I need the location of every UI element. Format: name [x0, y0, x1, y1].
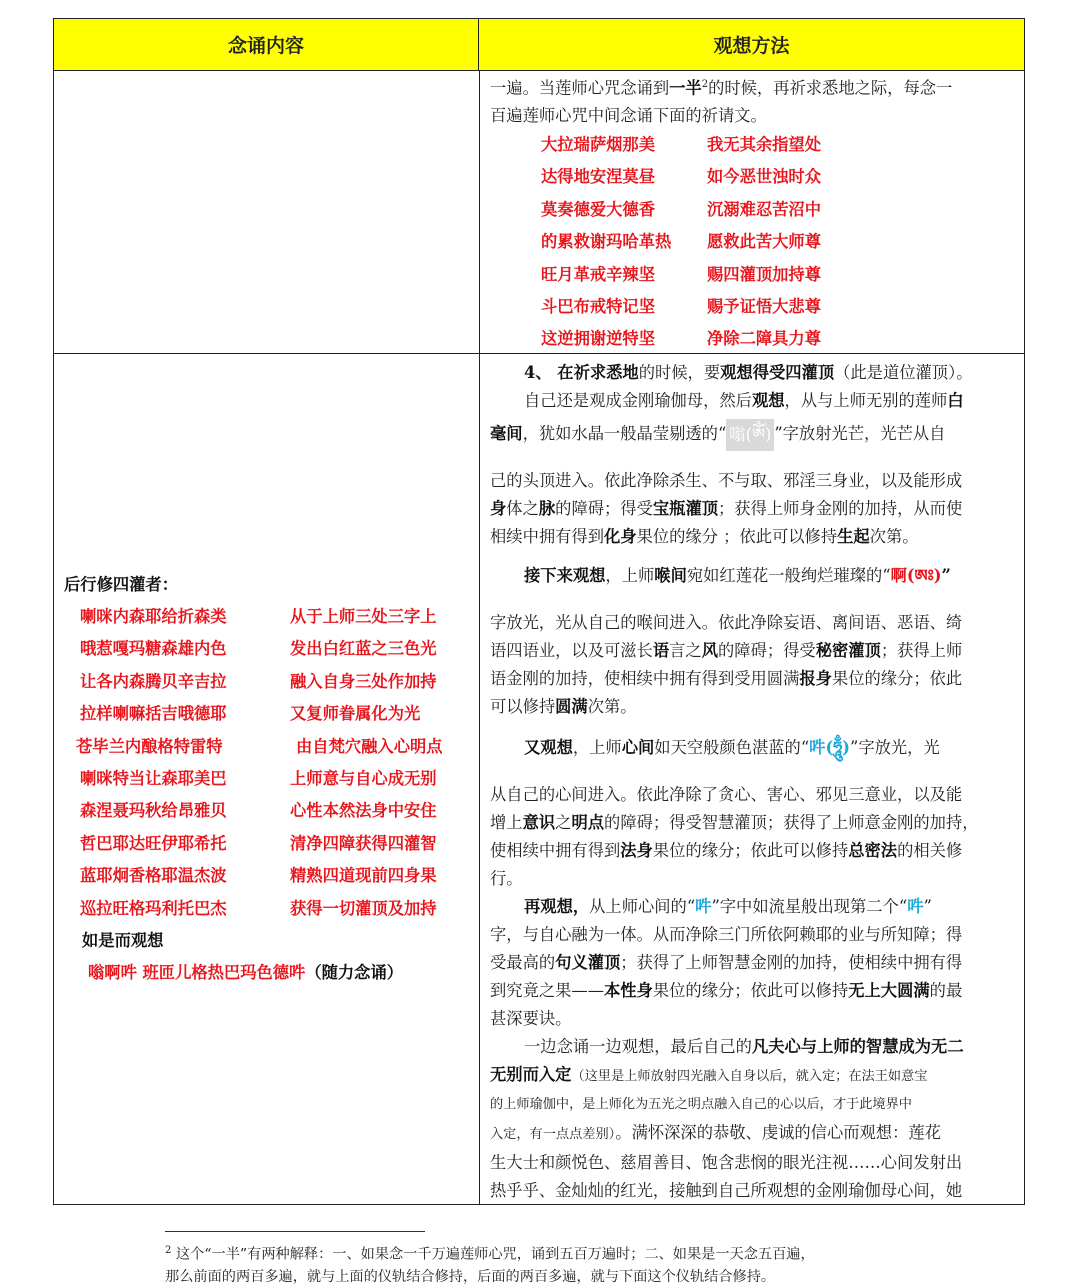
emphasis: 无别而入定	[490, 1065, 572, 1084]
verse-row	[64, 633, 474, 665]
verse-tibetan: 旺月革戒辛辣坚	[541, 264, 655, 284]
text: 之	[555, 813, 572, 832]
verse-chinese: 又复师眷属化为光	[290, 704, 421, 724]
text: 语金刚的加持，使相续中拥有得到受用圆满	[490, 669, 800, 688]
emphasis: 白	[947, 391, 964, 410]
row1-visualization-cell	[490, 71, 1020, 130]
text: ；获得了上师智慧金刚的加持，使相续中拥有得	[620, 953, 963, 972]
verse-chinese: 从于上师三处三字上	[290, 607, 437, 626]
verse-chinese: 愿救此苦大师尊	[707, 232, 821, 252]
text: 的障碍；得受	[555, 499, 653, 518]
p6-line4	[490, 1119, 1020, 1149]
note-text: （这里是上师放射四光融入自身以后，就入定；在法王如意宝	[571, 1069, 928, 1084]
verse-chinese: 心性本然法身中安住	[290, 801, 437, 821]
verse-chinese: 获得一切灌顶及加持	[290, 898, 437, 918]
emphasis: 报身	[799, 669, 832, 688]
emphasis: 心间	[621, 738, 655, 757]
text: 言之	[669, 641, 702, 660]
verse-tibetan: 拉样喇嘛括吉哦德耶	[80, 704, 227, 724]
text: ；获得上师	[880, 641, 963, 660]
p3-line1	[490, 559, 1020, 593]
emphasis: 意识	[522, 813, 556, 832]
verse-row	[64, 763, 474, 795]
text: ”字放光，光	[850, 738, 940, 757]
rushi-label: 如是而观想	[82, 930, 164, 950]
prayer-verse	[541, 129, 821, 356]
verse-tibetan: 哲巴耶达旺伊耶希托	[80, 833, 227, 853]
verse-row	[64, 698, 474, 730]
emphasis: 4、 在	[524, 363, 574, 382]
emphasis: 本性身	[603, 981, 653, 1000]
verse-chinese: 我无其余指望处	[707, 135, 821, 154]
practice-table	[53, 18, 1025, 1205]
empowerment-verse	[64, 601, 474, 925]
verse-chinese: 精熟四道现前四身果	[290, 866, 437, 886]
verse-row	[64, 893, 474, 925]
p3-line5	[490, 693, 1020, 721]
verse-tibetan: 喇咪特当让森耶美巴	[80, 768, 227, 788]
column-divider	[479, 71, 480, 1204]
text: 自己还是观成金刚瑜伽母，然后	[524, 391, 752, 410]
verse-tibetan: 让各内森腾贝辛吉拉	[80, 671, 227, 691]
text: 果位的缘分 ；依此可以修持	[636, 527, 838, 546]
emphasis: 明点	[571, 813, 605, 832]
mantra-note: （随力念诵）	[305, 962, 404, 982]
verse-chinese: 沉溺难忍苦沼中	[707, 199, 821, 219]
text: ，上师	[572, 738, 622, 757]
emphasis: 无上大圆满	[848, 981, 930, 1000]
verse-row	[541, 161, 821, 193]
emphasis: 又观想	[524, 738, 573, 757]
footnote-line2: 那么前面的两百多遍，就与上面的仪轨结合修持，后面的两百多遍，就与下面这个仪轨结合修持。	[165, 1268, 776, 1285]
mantra-line	[64, 957, 474, 989]
p5-line4	[490, 977, 1020, 1005]
text: ，上师	[605, 566, 655, 585]
text: 受最高的	[490, 953, 556, 972]
emphasis: 秘密灌顶	[815, 641, 881, 660]
text: 语四语业，以及可滋长	[490, 641, 653, 660]
text: 增上	[490, 813, 523, 832]
text: ；获得上师身金刚的加持，从而使	[718, 499, 963, 518]
verse-tibetan: 巡拉旺格玛利托巴杰	[80, 898, 227, 918]
verse-row	[64, 795, 474, 827]
row1-intro-line2: 百遍莲师心咒中间念诵下面的祈请文。	[490, 106, 767, 126]
verse-tibetan: 哦惹嘎玛糖森雄内色	[80, 639, 227, 659]
text: 。满怀深深的恭敬、虔诚的信心而观想：莲花	[615, 1123, 941, 1142]
row1-intro-line1	[490, 71, 1020, 102]
text: ”	[941, 566, 951, 585]
verse-tibetan: 这逆拥谢逆特坚	[541, 329, 655, 349]
p3-line2: 字放光，光从自己的喉间进入。依此净除妄语、离间语、恶语、绮	[490, 613, 963, 632]
verse-tibetan: 的累救谢玛哈革热	[541, 232, 672, 252]
p5-line1	[490, 893, 1020, 921]
ah-syllable-icon: 啊(ཨཿ)	[890, 566, 942, 585]
emphasis: 再观想，	[524, 897, 590, 916]
text: ，从与上师无别的莲师	[784, 391, 948, 410]
emphasis: 总密法	[848, 841, 898, 860]
p5-line2: 字，与自心融为一体。从而净除三门所依阿赖耶的业与所知障；得	[490, 925, 963, 944]
verse-row	[541, 323, 821, 355]
text: 使相续中拥有得到	[490, 841, 621, 860]
p4-line3	[490, 809, 1020, 837]
header-recitation: 念诵内容	[54, 19, 479, 71]
verse-row	[64, 601, 474, 633]
verse-chinese: 上师意与自心成无别	[290, 768, 437, 788]
p3-line4	[490, 665, 1020, 693]
emphasis: 观想得受四灌顶	[720, 363, 835, 382]
text: 次第。	[869, 527, 919, 546]
p2-line2	[490, 415, 1020, 453]
verse-tibetan: 喇咪内森耶给折森类	[80, 607, 227, 626]
verse-row	[64, 666, 474, 698]
text: ”字中如流星般出现第二个“	[711, 897, 908, 916]
text: （此是道位灌顶）。	[834, 363, 973, 382]
p2-line1	[490, 387, 1020, 415]
text: 这个“一半”有两种解释：一、如果念一千万遍莲师心咒，诵到五百万遍时；二、如果是一天念五百遍，	[171, 1246, 815, 1263]
row2-visualization-cell	[490, 359, 1020, 1205]
verse-tibetan: 达得地安涅莫昼	[541, 167, 655, 187]
emphasis: 风	[701, 641, 718, 660]
p4-line4	[490, 837, 1020, 865]
verse-chinese: 赐予证悟大悲尊	[707, 296, 821, 316]
verse-chinese: 由自梵穴融入心明点	[296, 736, 443, 756]
text: 的相关修	[897, 841, 963, 860]
emphasis: 法身	[620, 841, 653, 860]
text: 的时候，要	[638, 363, 721, 382]
p4-line5: 行。	[490, 869, 523, 888]
text: 的时候，再祈求悉地之际，每念一	[708, 78, 953, 98]
note-text: 入定，有一点点差别）	[490, 1127, 616, 1142]
p1-line	[490, 359, 1020, 387]
footnote-ref: 2	[701, 79, 709, 90]
emphasis: 凡夫心与上师的智慧成为无二	[751, 1037, 964, 1056]
emphasis: 祈求悉地	[573, 363, 639, 382]
emphasis: 宝瓶灌顶	[652, 499, 719, 518]
text: 的最	[929, 981, 963, 1000]
verse-chinese: 净除二障具力尊	[707, 329, 821, 349]
emphasis: 语	[652, 641, 670, 660]
p6-line5: 生大士和颜悦色、慈眉善目、饱含悲悯的眼光注视……心间发射出	[490, 1153, 963, 1172]
verse-chinese: 清净四障获得四灌智	[290, 833, 437, 853]
text: 如天空般颜色湛蓝的“	[654, 738, 810, 757]
text: 果位的缘分；依此可以修持	[652, 981, 849, 1000]
text: 的障碍；得受	[718, 641, 816, 660]
emphasis: 化身	[603, 527, 637, 546]
emphasis: 脉	[538, 499, 556, 518]
text: 果位的缘分；依此可以修持	[652, 841, 849, 860]
text: 体之	[506, 499, 539, 518]
verse-tibetan: 蓝耶炯香格耶温杰波	[80, 866, 227, 886]
emphasis: 身	[490, 499, 507, 518]
text: 到究竟之果——	[490, 981, 604, 1000]
emphasis: 接下来观想	[524, 566, 606, 585]
p5-line3	[490, 949, 1020, 977]
p4-line1	[490, 731, 1020, 765]
verse-chinese: 赐四灌顶加持尊	[707, 264, 821, 284]
text: ”字放射光芒，光芒从自	[774, 424, 946, 443]
p4-line2: 从自己的心间进入。依此净除了贪心、害心、邪见三意业，以及能	[490, 785, 963, 804]
text: 次第。	[587, 697, 637, 716]
section-heading: 后行修四灌者：	[64, 575, 178, 594]
text: 可以修持	[490, 697, 556, 716]
text: 从上师心间的“	[589, 897, 696, 916]
verse-row	[541, 226, 821, 258]
text: ，犹如水晶一般晶莹剔透的“	[522, 424, 727, 443]
p6-line1	[490, 1033, 1020, 1061]
footnote-line1	[165, 1240, 1025, 1266]
verse-chinese: 发出白红蓝之三色光	[290, 639, 437, 659]
hum-syllable: 吽	[695, 897, 712, 916]
hum-syllable: 吽	[907, 897, 924, 916]
p6-line2	[490, 1061, 1020, 1091]
hum-syllable-icon: 吽(ཧཱུྃ)	[809, 738, 850, 757]
row-divider	[54, 353, 1024, 354]
verse-tibetan: 莫奏德爱大德香	[541, 199, 655, 219]
emphasis: 圆满	[555, 697, 588, 716]
emphasis: 毫间	[490, 424, 523, 443]
text: ”	[923, 897, 932, 916]
text: 果位的缘分；依此	[831, 669, 963, 688]
row2-recitation-cell	[64, 569, 474, 989]
text: 一遍。当莲师心咒念诵到	[490, 78, 670, 98]
verse-tibetan: 斗巴布戒特记坚	[541, 296, 655, 316]
verse-row	[64, 731, 474, 763]
verse-tibetan: 大拉瑞萨烟那美	[541, 135, 655, 154]
emphasis: 喉间	[654, 566, 687, 585]
mantra-text: 嗡啊吽 班匝儿格热巴玛色德吽	[88, 962, 306, 982]
p6-line3: 的上师瑜伽中，是上师化为五光之明点融入自己的心以后，才于此境界中	[490, 1097, 912, 1112]
text: 一边念诵一边观想，最后自己的	[524, 1037, 752, 1056]
footnote	[165, 1240, 1025, 1288]
p3-line3	[490, 637, 1020, 665]
verse-row	[541, 259, 821, 291]
footnote-number: 2	[165, 1245, 172, 1256]
header-visualization: 观想方法	[479, 19, 1024, 71]
emphasis: 一半	[669, 78, 702, 98]
verse-row	[541, 194, 821, 226]
verse-row	[64, 828, 474, 860]
emphasis: 观想	[751, 391, 785, 410]
verse-chinese: 如今恶世浊时众	[707, 167, 821, 187]
om-syllable-icon: 嗡(ཨོཾ)	[726, 419, 774, 451]
verse-row	[541, 291, 821, 323]
verse-row	[64, 860, 474, 892]
text: 的障碍；得受智慧灌顶；获得了上师意金刚的加持，	[604, 813, 979, 832]
p2-line5	[490, 523, 1020, 551]
emphasis: 生起	[837, 527, 870, 546]
p2-line3: 己的头顶进入。依此净除杀生、不与取、邪淫三身业，以及能形成	[490, 471, 963, 490]
verse-tibetan: 苍毕兰内酿格特雷特	[76, 736, 223, 756]
verse-chinese: 融入自身三处作加持	[290, 671, 437, 691]
text: 相续中拥有得到	[490, 527, 604, 546]
p2-line4	[490, 495, 1020, 523]
text: 宛如红莲花一般绚烂璀璨的“	[686, 566, 891, 585]
emphasis: 句义灌顶	[555, 953, 621, 972]
verse-tibetan: 森涅聂玛秋给昂雅贝	[80, 801, 227, 821]
footnote-separator	[165, 1231, 425, 1232]
p6-line6: 热乎乎、金灿灿的红光，接触到自己所观想的金刚瑜伽母心间，她	[490, 1181, 963, 1200]
verse-row	[541, 129, 821, 161]
p5-line5: 甚深要诀。	[490, 1009, 572, 1028]
